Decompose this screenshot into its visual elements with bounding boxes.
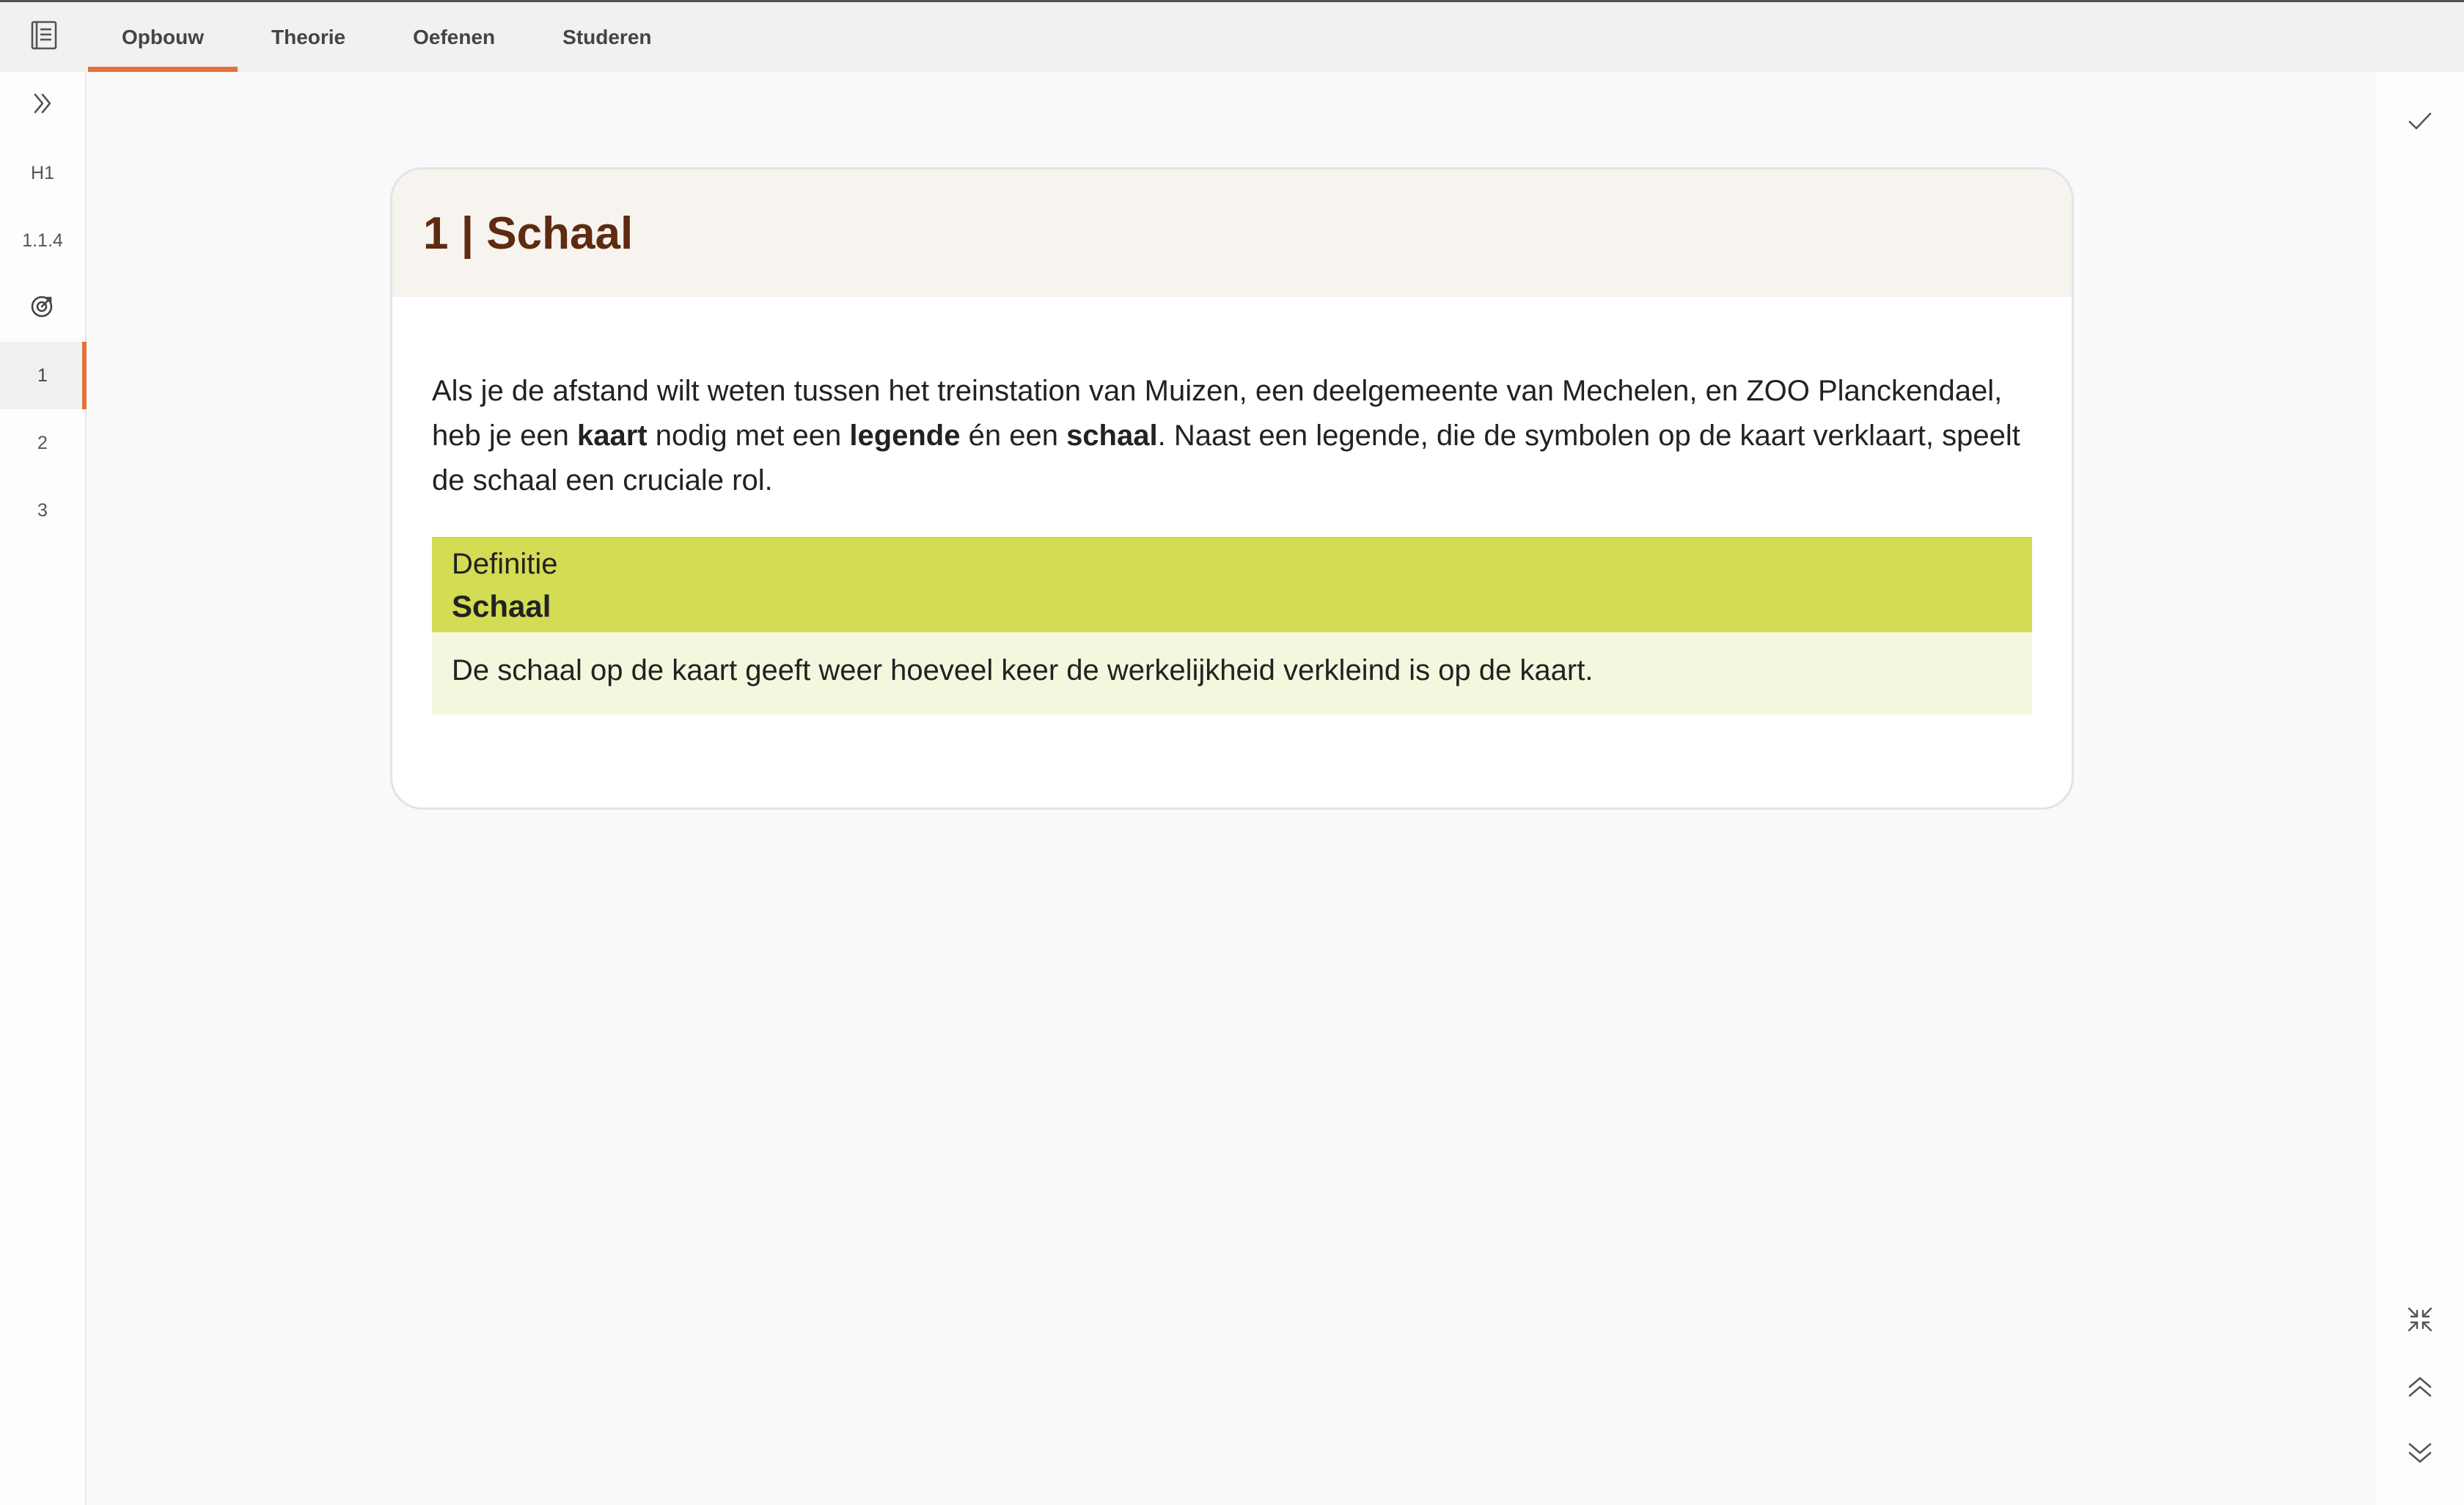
definition-term: Schaal xyxy=(452,589,551,623)
paragraph-text: . Naast een legende, die de symbolen op de kaart verklaart, speelt de schaal een cruciale rol. xyxy=(432,420,2020,497)
tab-studeren[interactable]: Studeren xyxy=(562,25,652,48)
paragraph-text: én een xyxy=(960,420,1067,452)
double-chevron-right-icon xyxy=(29,90,56,122)
keyword-legende: legende xyxy=(849,420,961,452)
sidebar-item-1-1-4[interactable]: 1.1.4 xyxy=(22,230,63,251)
definition-label: Definitie xyxy=(452,548,558,580)
intro-paragraph xyxy=(432,369,2032,503)
card-title: 1 | Schaal xyxy=(423,208,634,259)
content-card xyxy=(390,167,2074,810)
keyword-kaart: kaart xyxy=(576,420,648,452)
paragraph-text: Als je de afstand wilt weten tussen het treinstation van Muizen, een deelgemeente van Mechelen, en ZOO Planckendael, heb je een xyxy=(432,375,2003,452)
scroll-up-button[interactable] xyxy=(2376,1363,2464,1414)
sidebar-item-h1[interactable]: H1 xyxy=(31,162,54,183)
book-icon xyxy=(30,20,58,54)
sidebar-item-1[interactable]: 1 xyxy=(0,342,85,409)
definition-box xyxy=(432,537,2032,714)
collapse-button[interactable] xyxy=(2376,1295,2464,1347)
paragraph-text: nodig met een xyxy=(647,420,850,452)
card-header xyxy=(392,169,2072,297)
tab-oefenen[interactable]: Oefenen xyxy=(413,25,496,48)
double-chevron-up-icon xyxy=(2405,1372,2435,1405)
definition-text: De schaal op de kaart geeft weer hoeveel keer de werkelijkheid verkleind is op de kaart. xyxy=(432,632,2032,714)
left-sidebar xyxy=(0,72,87,1505)
checkmark-icon xyxy=(2405,106,2435,139)
target-icon xyxy=(28,291,57,326)
keyword-schaal: schaal xyxy=(1066,420,1158,452)
top-navigation-bar xyxy=(0,0,2464,72)
definition-header xyxy=(432,537,2032,632)
collapse-arrows-icon xyxy=(2405,1305,2435,1338)
sidebar-item-3[interactable]: 3 xyxy=(37,499,48,521)
expand-sidebar-button[interactable] xyxy=(0,72,85,139)
double-chevron-down-icon xyxy=(2405,1438,2435,1471)
scroll-down-button[interactable] xyxy=(2376,1429,2464,1480)
mark-complete-button[interactable] xyxy=(2376,97,2464,148)
card-body xyxy=(392,297,2072,714)
book-button[interactable] xyxy=(0,2,88,72)
tab-theorie[interactable]: Theorie xyxy=(271,25,346,48)
right-toolbar xyxy=(2376,72,2464,1505)
sidebar-item-goals[interactable] xyxy=(0,274,85,342)
sidebar-item-2[interactable]: 2 xyxy=(37,432,48,453)
tab-opbouw[interactable]: Opbouw xyxy=(88,2,238,72)
